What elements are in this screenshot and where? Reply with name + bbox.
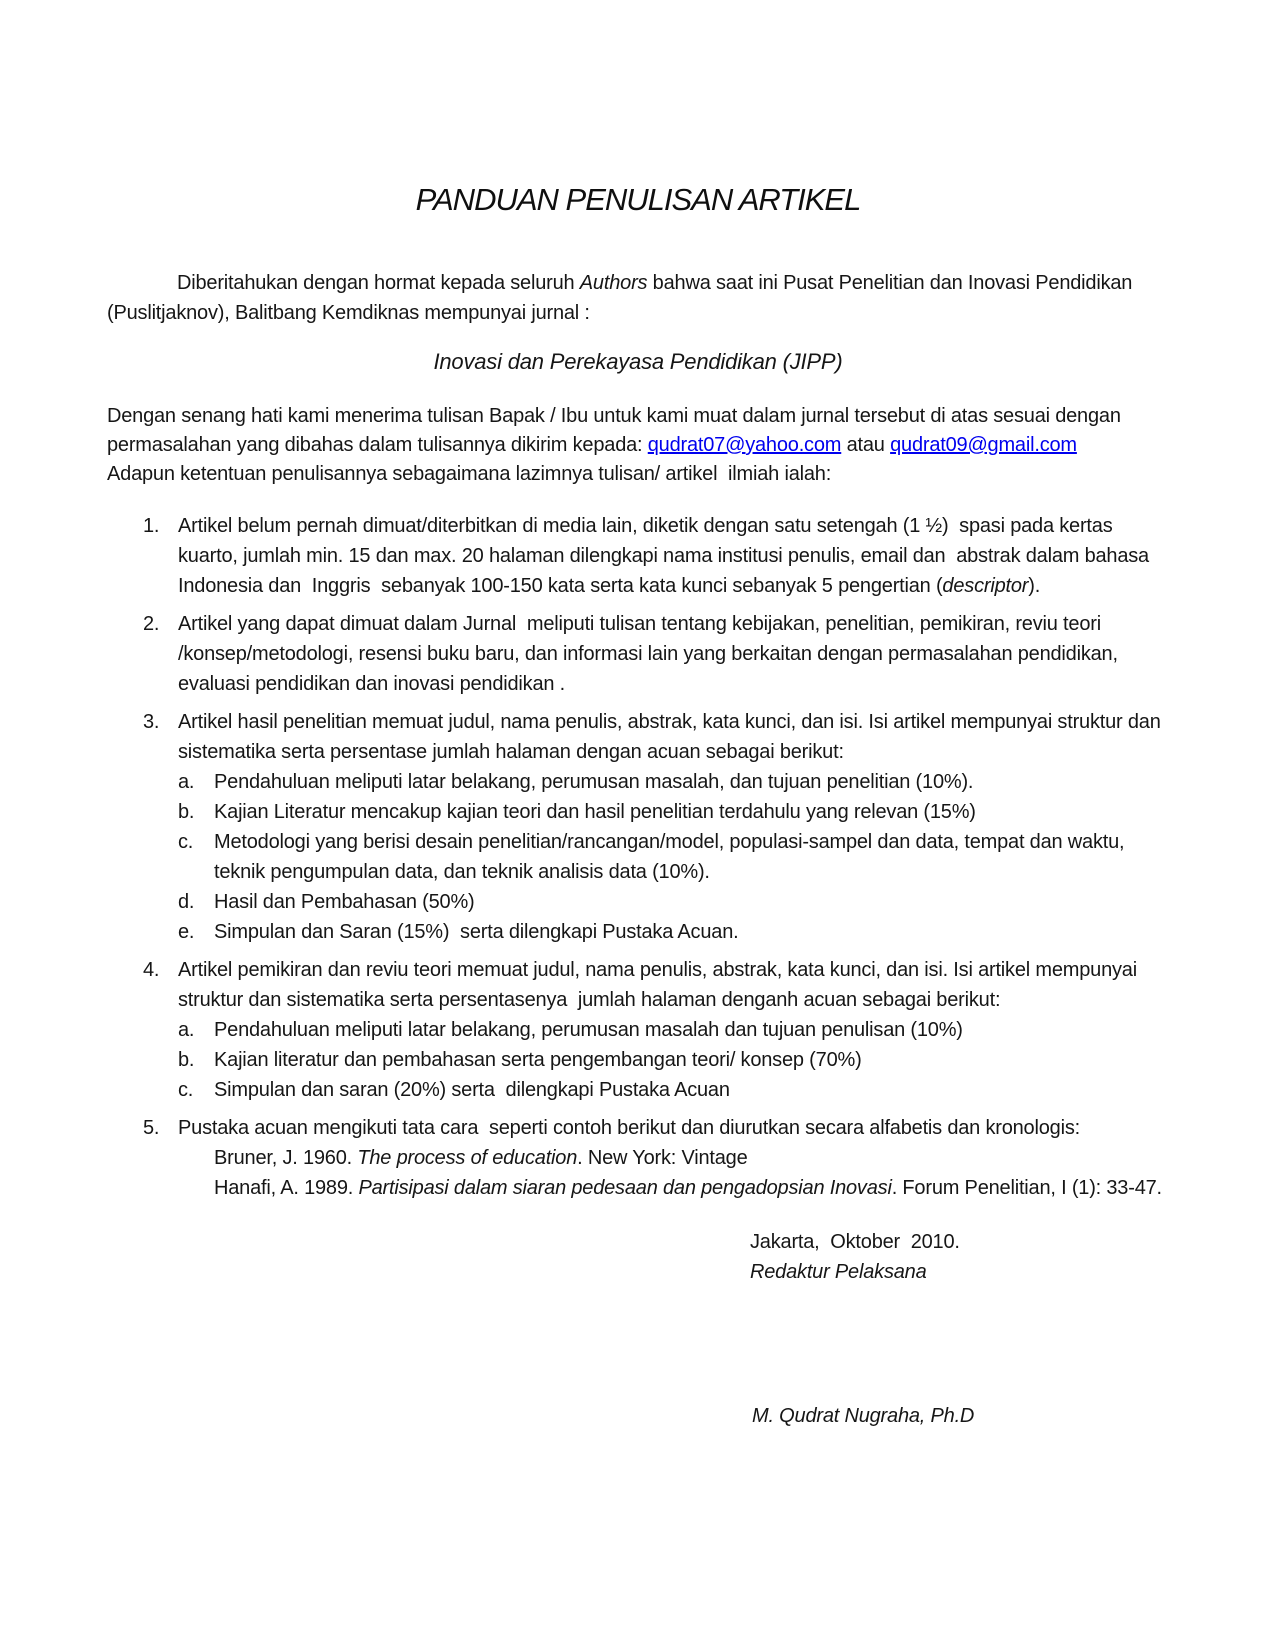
reference-author-year: Bruner, J. 1960.	[214, 1147, 358, 1169]
sub-letter: b.	[178, 1049, 195, 1071]
item-text: Artikel belum pernah dimuat/diterbitkan di media lain, diketik dengan satu setengah (1 ½) spasi pada kertas kuarto, jumlah min. 15 dan max. 20 halaman dilengkapi nama institusi penulis, email dan abstrak dalam bahasa Indonesia dan Inggris sebanyak 100-150 kata serta kata kunci sebanyak 5 pengertian (	[178, 515, 1155, 597]
email-conjunction: atau	[841, 434, 891, 456]
reference-title: The process of education	[357, 1147, 578, 1169]
signature-name: M. Qudrat Nugraha, Ph.D	[752, 1405, 975, 1427]
intro-text: Diberitahukan dengan hormat kepada seluruh	[177, 272, 580, 294]
email-link-yahoo[interactable]: qudrat07@yahoo.com	[647, 434, 842, 456]
closing-role: Redaktur Pelaksana	[750, 1261, 927, 1283]
reference-author-year: Hanafi, A. 1989.	[214, 1177, 359, 1199]
list-item-4	[107, 955, 1169, 1105]
sub-text: Simpulan dan saran (20%) serta dilengkapi Pustaka Acuan	[214, 1079, 730, 1101]
list-item-body	[178, 511, 1169, 601]
sub-item-4c	[178, 1075, 1169, 1105]
reference-bruner	[178, 1143, 1169, 1173]
email-link-gmail[interactable]: qudrat09@gmail.com	[890, 434, 1077, 456]
sub-item-4a	[178, 1015, 1169, 1045]
list-item-2	[107, 609, 1169, 699]
item-text: Pustaka acuan mengikuti tata cara seperti contoh berikut dan diurutkan secara alfabetis dan kronologis:	[178, 1117, 1080, 1139]
sub-text: Kajian literatur dan pembahasan serta pengembangan teori/ konsep (70%)	[214, 1049, 862, 1071]
guidelines-list	[107, 511, 1169, 1203]
sub-letter: e.	[178, 921, 195, 943]
list-number: 3.	[143, 711, 160, 733]
reference-title: Partisipasi dalam siaran pedesaan dan pengadopsian Inovasi	[358, 1177, 892, 1199]
reference-publisher: . Forum Penelitian, I (1): 33-47.	[891, 1177, 1162, 1199]
sub-letter: a.	[178, 1019, 195, 1041]
sub-text: Simpulan dan Saran (15%) serta dilengkapi Pustaka Acuan.	[214, 921, 739, 943]
sub-item-4b	[178, 1045, 1169, 1075]
item-text: Artikel hasil penelitian memuat judul, nama penulis, abstrak, kata kunci, dan isi. Isi artikel mempunyai struktur dan sistematika serta persentase jumlah halaman dengan acuan sebagai berikut:	[178, 711, 1166, 763]
sub-letter: d.	[178, 891, 195, 913]
list-number: 4.	[143, 959, 160, 981]
sub-item-3d	[178, 887, 1169, 917]
sub-letter: a.	[178, 771, 195, 793]
list-number: 2.	[143, 613, 160, 635]
list-item-body	[178, 609, 1169, 699]
sub-text: Kajian Literatur mencakup kajian teori dan hasil penelitian terdahulu yang relevan (15%)	[214, 801, 976, 823]
opening-text: Dengan senang hati kami menerima tulisan Bapak / Ibu untuk kami muat dalam jurnal tersebut di atas sesuai dengan permasalahan yang dibahas dalam tulisannya dikirim kepada:	[107, 405, 1127, 456]
list-number: 1.	[143, 515, 160, 537]
list-item-body	[178, 955, 1169, 1105]
sub-item-3c	[178, 827, 1169, 887]
sub-letter: c.	[178, 1079, 194, 1101]
reference-hanafi	[178, 1173, 1169, 1203]
list-item-body	[178, 1113, 1169, 1203]
reference-publisher: . New York: Vintage	[577, 1147, 748, 1169]
sub-item-3b	[178, 797, 1169, 827]
sub-letter: b.	[178, 801, 195, 823]
closing-place-date: Jakarta, Oktober 2010.	[750, 1231, 960, 1253]
list-item-body	[178, 707, 1169, 947]
item-text: Artikel pemikiran dan reviu teori memuat judul, nama penulis, abstrak, kata kunci, dan isi. Isi artikel mempunyai struktur dan sistematika serta persentasenya jumlah halaman denganh acuan sebagai berikut:	[178, 959, 1143, 1011]
list-item-1	[107, 511, 1169, 601]
list-number: 5.	[143, 1117, 160, 1139]
item-text: Artikel yang dapat dimuat dalam Jurnal meliputi tulisan tentang kebijakan, penelitian, pemikiran, reviu teori /konsep/metodologi, resensi buku baru, dan informasi lain yang berkaitan dengan permasalahan pendidikan, evaluasi pendidikan dan inovasi pendidikan .	[178, 613, 1124, 695]
sub-text: Metodologi yang berisi desain penelitian/rancangan/model, populasi-sampel dan data, tempat dan waktu, teknik pengumpulan data, dan teknik analisis data (10%).	[214, 831, 1130, 883]
intro-text-cont: bahwa saat ini Pusat Penelitian dan Inovasi Pendidikan (Puslitjaknov), Balitbang Kemdiknas mempunyai jurnal :	[107, 272, 1138, 324]
sub-text: Hasil dan Pembahasan (50%)	[214, 891, 475, 913]
list-item-5	[107, 1113, 1169, 1203]
intro-paragraph	[107, 268, 1169, 328]
sub-letter: c.	[178, 831, 194, 853]
descriptor-emphasis: descriptor	[942, 575, 1029, 597]
sub-item-3e	[178, 917, 1169, 947]
list-item-3	[107, 707, 1169, 947]
item-text-tail: ).	[1028, 575, 1041, 597]
document-title: PANDUAN PENULISAN ARTIKEL	[415, 182, 861, 217]
sub-item-3a	[178, 767, 1169, 797]
opening-paragraph	[107, 402, 1169, 489]
journal-title: Inovasi dan Perekayasa Pendidikan (JIPP)	[433, 349, 843, 374]
authors-emphasis: Authors	[579, 272, 648, 294]
opening-closing-line: Adapun ketentuan penulisannya sebagaimana lazimnya tulisan/ artikel ilmiah ialah:	[107, 463, 832, 485]
sub-text: Pendahuluan meliputi latar belakang, perumusan masalah, dan tujuan penelitian (10%).	[214, 771, 974, 793]
sub-text: Pendahuluan meliputi latar belakang, perumusan masalah dan tujuan penulisan (10%)	[214, 1019, 963, 1041]
closing-block	[750, 1227, 1169, 1287]
